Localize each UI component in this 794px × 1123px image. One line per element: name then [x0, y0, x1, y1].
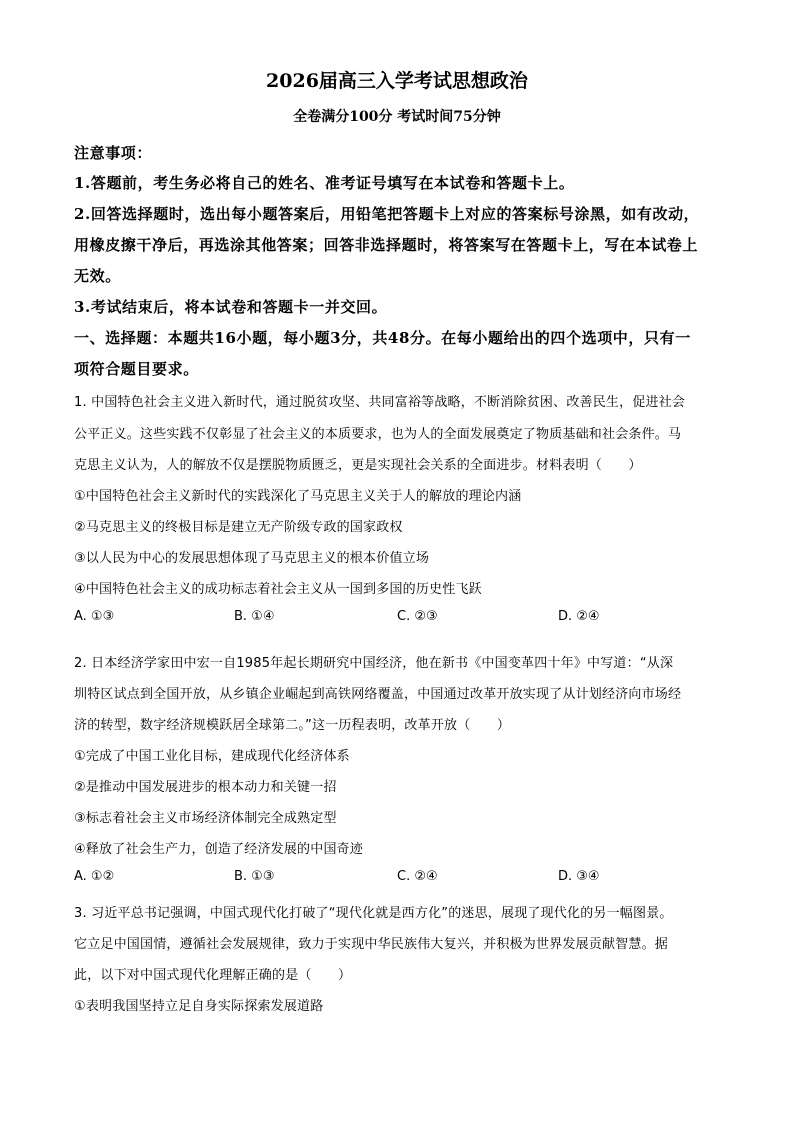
- question-2-stem-line-1: 2. 日本经济学家田中宏一自1985年起长期研究中国经济，他在新书《中国变革四十年》中写道：“从深: [74, 656, 674, 671]
- question-2-item-3: ③标志着社会主义市场经济体制完全成熟定型: [74, 811, 337, 826]
- question-1-stem-line-2: 公平正义。这些实践不仅彰显了社会主义的本质要求，也为人的全面发展奠定了物质基础和社会条件。马: [74, 427, 682, 442]
- question-2-item-4: ④释放了社会生产力，创造了经济发展的中国奇迹: [74, 842, 364, 857]
- question-2-item-1: ①完成了中国工业化目标，建成现代化经济体系: [74, 749, 350, 764]
- notice-item-3: 3.考试结束后，将本试卷和答题卡一并交回。: [74, 298, 388, 316]
- notice-item-1: 1.答题前，考生务必将自己的姓名、准考证号填写在本试卷和答题卡上。: [74, 174, 575, 192]
- question-1-item-1: ①中国特色社会主义新时代的实践深化了马克思主义关于人的解放的理论内涵: [74, 489, 522, 504]
- question-3-stem-line-3: 此，以下对中国式现代化理解正确的是（ ）: [74, 968, 352, 983]
- question-2-stem-line-2: 圳特区试点到全国开放，从乡镇企业崛起到高铁网络覆盖，中国通过改革开放实现了从计划经济向市场经: [74, 687, 682, 702]
- section-heading-line-2: 项符合题目要求。: [74, 360, 199, 378]
- section-heading-line-1: 一、选择题：本题共16小题，每小题3分，共48分。在每小题给出的四个选项中，只有一: [74, 329, 691, 347]
- option-b[interactable]: B. ①④: [234, 609, 275, 624]
- option-d[interactable]: D. ③④: [558, 869, 600, 884]
- notice-item-2-line-3: 无效。: [74, 267, 121, 285]
- page-subtitle: 全卷满分100分 考试时间75分钟: [293, 109, 501, 125]
- notice-heading: 注意事项：: [74, 144, 153, 162]
- question-2-item-2: ②是推动中国发展进步的根本动力和关键一招: [74, 780, 337, 795]
- option-b[interactable]: B. ①③: [234, 869, 275, 884]
- question-3-stem-line-1: 3. 习近平总书记强调，中国式现代化打破了“现代化就是西方化”的迷思，展现了现代化的另一幅图景。: [74, 906, 673, 921]
- option-c[interactable]: C. ②③: [397, 609, 438, 624]
- question-3-item-1: ①表明我国坚持立足自身实际探索发展道路: [74, 999, 324, 1014]
- notice-item-2-line-1: 2.回答选择题时，选出每小题答案后，用铅笔把答题卡上对应的答案标号涂黑，如有改动，: [74, 205, 700, 223]
- question-1-item-3: ③以人民为中心的发展思想体现了马克思主义的根本价值立场: [74, 551, 430, 566]
- question-1-stem-line-1: 1. 中国特色社会主义进入新时代，通过脱贫攻坚、共同富裕等战略，不断消除贫困、改善民生，促进社会: [74, 395, 686, 410]
- option-a[interactable]: A. ①②: [74, 869, 115, 884]
- question-2-stem-line-3: 济的转型，数字经济规模跃居全球第二。”这一历程表明，改革开放（ ）: [74, 718, 511, 733]
- option-c[interactable]: C. ②④: [397, 869, 438, 884]
- option-d[interactable]: D. ②④: [558, 609, 600, 624]
- question-3-stem-line-2: 它立足中国国情，遵循社会发展规律，致力于实现中华民族伟大复兴，并积极为世界发展贡献智慧。据: [74, 937, 669, 952]
- question-1-item-4: ④中国特色社会主义的成功标志着社会主义从一国到多国的历史性飞跃: [74, 582, 482, 597]
- notice-item-2-line-2: 用橡皮擦干净后，再选涂其他答案；回答非选择题时，将答案写在答题卡上，写在本试卷上: [74, 236, 699, 254]
- question-1-item-2: ②马克思主义的终极目标是建立无产阶级专政的国家政权: [74, 520, 403, 535]
- page-title: 2026届高三入学考试思想政治: [266, 70, 528, 92]
- option-a[interactable]: A. ①③: [74, 609, 115, 624]
- question-1-stem-line-3: 克思主义认为，人的解放不仅是摆脱物质匮乏，更是实现社会关系的全面进步。材料表明（ ）: [74, 458, 642, 473]
